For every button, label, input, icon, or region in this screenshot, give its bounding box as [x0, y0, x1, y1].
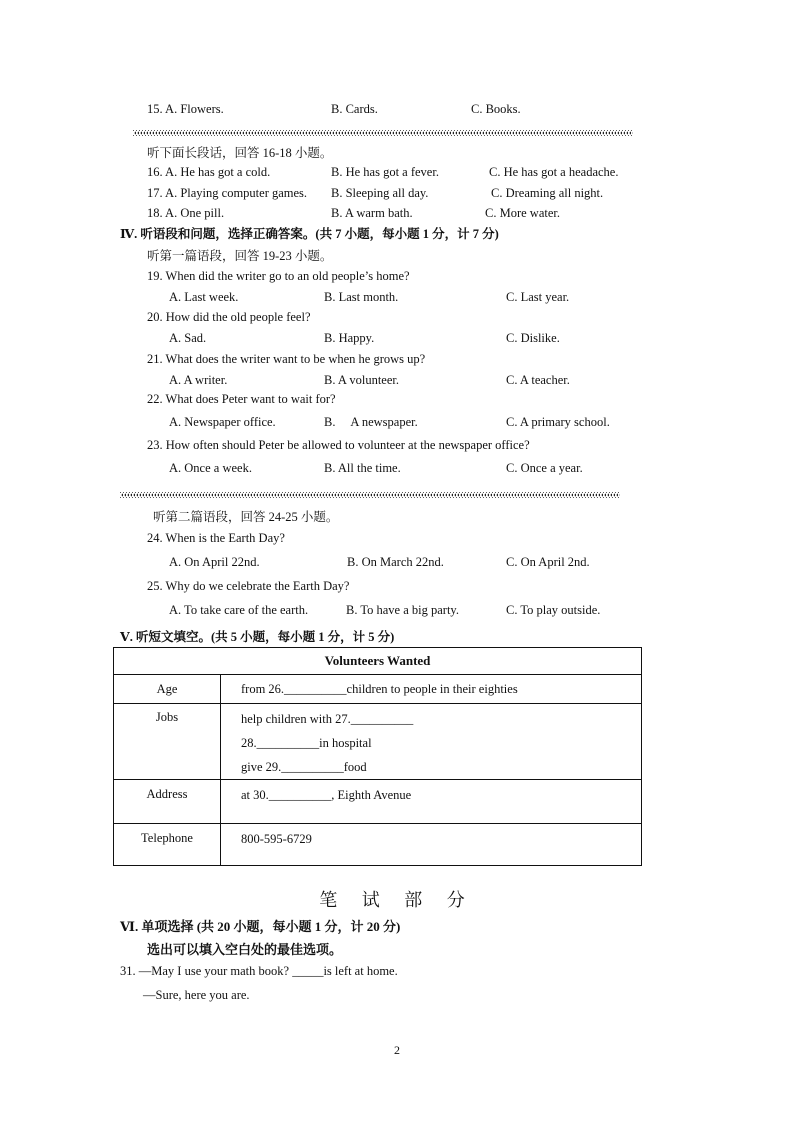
- q22-question: 22. What does Peter want to wait for?: [147, 392, 336, 406]
- q21-option-b: B. A volunteer.: [324, 373, 399, 387]
- table-row: [114, 824, 642, 866]
- address-cell: [221, 780, 642, 824]
- q18-option-b: B. A warm bath.: [331, 206, 413, 220]
- q23-question: 23. How often should Peter be allowed to volunteer at the newspaper office?: [147, 438, 530, 452]
- q17-option-a: 17. A. Playing computer games.: [147, 186, 308, 200]
- q20-option-a: A. Sad.: [169, 331, 207, 345]
- section-6-heading: Ⅵ. 单项选择 (共 20 小题，每小题 1 分，计 20 分): [120, 919, 401, 934]
- q20-option-c: C. Dislike.: [506, 331, 560, 345]
- address-value: at 30.__________, Eighth Avenue: [241, 788, 412, 802]
- q23-option-a: A. Once a week.: [169, 461, 252, 475]
- q20-question: 20. How did the old people feel?: [147, 310, 311, 324]
- q24-option-b: B. On March 22nd.: [347, 555, 444, 569]
- q18-option-c: C. More water.: [485, 206, 560, 220]
- q20-option-b: B. Happy.: [324, 331, 375, 345]
- q19-option-c: C. Last year.: [506, 290, 570, 304]
- q15-option-b: B. Cards.: [331, 102, 378, 116]
- q19-option-a: A. Last week.: [169, 290, 239, 304]
- q25-option-a: A. To take care of the earth.: [169, 603, 309, 617]
- q17-option-b: B. Sleeping all day.: [331, 186, 429, 200]
- q22-option-c: C. A primary school.: [506, 415, 610, 429]
- q19-option-b: B. Last month.: [324, 290, 399, 304]
- volunteers-table: [113, 647, 642, 866]
- written-part-title: 笔 试 部 分: [319, 890, 475, 910]
- jobs-label: Jobs: [114, 704, 221, 780]
- q24-option-c: C. On April 2nd.: [506, 555, 590, 569]
- q24-question: 24. When is the Earth Day?: [147, 531, 285, 545]
- wavy-divider: [120, 492, 620, 498]
- q16-option-b: B. He has got a fever.: [331, 165, 439, 179]
- telephone-cell: [221, 824, 642, 866]
- jobs-line-3: give 29.__________food: [241, 760, 367, 774]
- q17-option-c: C. Dreaming all night.: [491, 186, 604, 200]
- passage-2-instruction: 听第二篇语段，回答 24-25 小题。: [153, 510, 339, 524]
- q25-question: 25. Why do we celebrate the Earth Day?: [147, 579, 350, 593]
- age-label: Age: [114, 675, 221, 704]
- q19-question: 19. When did the writer go to an old people’s home?: [147, 269, 410, 283]
- q16-option-a: 16. A. He has got a cold.: [147, 165, 271, 179]
- table-row: [114, 704, 642, 780]
- q21-option-a: A. A writer.: [169, 373, 228, 387]
- q21-option-c: C. A teacher.: [506, 373, 570, 387]
- telephone-label: Telephone: [114, 824, 221, 866]
- passage-1-instruction: 听第一篇语段，回答 19-23 小题。: [147, 249, 333, 263]
- q31-line-2: —Sure, here you are.: [143, 988, 250, 1002]
- q18-option-a: 18. A. One pill.: [147, 206, 225, 220]
- q22-option-a: A. Newspaper office.: [169, 415, 276, 429]
- section-6-instruction: 选出可以填入空白处的最佳选项。: [147, 942, 343, 957]
- section-5-heading: Ⅴ. 听短文填空。(共 5 小题，每小题 1 分，计 5 分): [120, 630, 395, 644]
- q15-option-c: C. Books.: [471, 102, 521, 116]
- table-row: [114, 675, 642, 704]
- q23-option-c: C. Once a year.: [506, 461, 583, 475]
- q15-label: 15. A. Flowers.: [147, 102, 224, 116]
- page-number: 2: [394, 1043, 400, 1057]
- jobs-cell: [221, 704, 642, 780]
- age-cell: [221, 675, 642, 704]
- section-4-heading: Ⅳ. 听语段和问题，选择正确答案。(共 7 小题，每小题 1 分，计 7 分): [120, 227, 499, 241]
- q25-option-b: B. To have a big party.: [346, 603, 459, 617]
- jobs-line-2: 28.__________in hospital: [241, 736, 372, 750]
- q31-line-1: 31. —May I use your math book? _____is left at home.: [120, 964, 398, 978]
- q22-option-b: B. A newspaper.: [324, 415, 418, 429]
- wavy-divider: [133, 130, 633, 136]
- q25-option-c: C. To play outside.: [506, 603, 601, 617]
- address-label: Address: [114, 780, 221, 824]
- jobs-line-1: help children with 27.__________: [241, 712, 414, 726]
- q21-question: 21. What does the writer want to be when he grows up?: [147, 352, 426, 366]
- listen-long-instruction: 听下面长段话，回答 16-18 小题。: [147, 146, 333, 160]
- age-value: from 26.__________children to people in their eighties: [241, 682, 518, 696]
- q16-option-c: C. He has got a headache.: [489, 165, 619, 179]
- q23-option-b: B. All the time.: [324, 461, 401, 475]
- telephone-value: 800-595-6729: [241, 832, 312, 846]
- q24-option-a: A. On April 22nd.: [169, 555, 260, 569]
- table-title: Volunteers Wanted: [114, 648, 642, 675]
- table-row: [114, 780, 642, 824]
